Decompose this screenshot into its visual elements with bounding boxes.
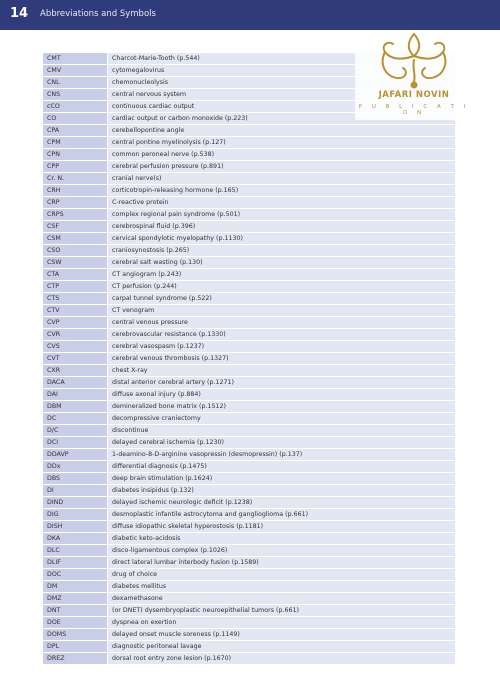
table-row [43, 221, 455, 233]
abbreviation-cell: DI [43, 485, 108, 497]
table-row [43, 173, 455, 185]
table-row [43, 533, 455, 545]
table-row [43, 497, 455, 509]
table-row [43, 545, 455, 557]
abbreviation-cell: CTS [43, 293, 108, 305]
definition-cell: cerebellopontine angle [108, 125, 456, 137]
table-row [43, 593, 455, 605]
table-row [43, 353, 455, 365]
table-row [43, 557, 455, 569]
abbreviation-cell: DREZ [43, 653, 108, 665]
page-number: 14 [10, 6, 29, 21]
abbreviation-cell: CPN [43, 149, 108, 161]
definition-cell: chemonucleolysis [108, 77, 456, 89]
definition-cell: CT perfusion (p.244) [108, 281, 456, 293]
abbreviation-cell: DDx [43, 461, 108, 473]
table-row [43, 257, 455, 269]
definition-cell: cardiac output or carbon monoxide (p.223) [108, 113, 456, 125]
definition-cell: diffuse axonal injury (p.884) [108, 389, 456, 401]
abbreviation-cell: CPM [43, 137, 108, 149]
table-row [43, 269, 455, 281]
publisher-emblem-icon [355, 30, 473, 92]
abbreviation-cell: DDAVP [43, 449, 108, 461]
table-row [43, 629, 455, 641]
table-row [43, 473, 455, 485]
definition-cell: diagnostic peritoneal lavage [108, 641, 456, 653]
abbreviation-cell: CRPS [43, 209, 108, 221]
definition-cell: desmoplastic infantile astrocytoma and ganglioglioma (p.661) [108, 509, 456, 521]
definition-cell: differential diagnosis (p.1475) [108, 461, 456, 473]
abbreviation-cell: CSO [43, 245, 108, 257]
definition-cell: central nervous system [108, 89, 456, 101]
table-row [43, 125, 455, 137]
definition-cell: (or DNET) dysembryoplastic neuroepithelial tumors (p.661) [108, 605, 456, 617]
abbreviation-cell: DM [43, 581, 108, 593]
table-row [43, 413, 455, 425]
definition-cell: continuous cardiac output [108, 101, 456, 113]
abbreviation-cell: CRH [43, 185, 108, 197]
abbreviation-cell: D/C [43, 425, 108, 437]
page-header [0, 0, 500, 30]
abbreviation-cell: CSF [43, 221, 108, 233]
table-row [43, 617, 455, 629]
abbreviation-cell: CVP [43, 317, 108, 329]
table-row [43, 197, 455, 209]
table-row [43, 245, 455, 257]
table-row [43, 653, 455, 665]
abbreviation-cell: CXR [43, 365, 108, 377]
abbreviation-cell: DIG [43, 509, 108, 521]
abbreviation-cell: CTP [43, 281, 108, 293]
table-row [43, 581, 455, 593]
section-title: Abbreviations and Symbols [40, 9, 156, 19]
table-row [43, 437, 455, 449]
definition-cell: delayed cerebral ischemia (p.1230) [108, 437, 456, 449]
abbreviation-cell: CPA [43, 125, 108, 137]
abbreviation-cell: DCI [43, 437, 108, 449]
definition-cell: cranial nerve(s) [108, 173, 456, 185]
definition-cell: CT venogram [108, 305, 456, 317]
abbreviation-cell: CNL [43, 77, 108, 89]
publisher-subtitle: P U B L I C A T I O N [358, 104, 470, 116]
definition-cell: cerebrovascular resistance (p.1330) [108, 329, 456, 341]
table-row [43, 641, 455, 653]
definition-cell: carpal tunnel syndrome (p.522) [108, 293, 456, 305]
table-row [43, 485, 455, 497]
definition-cell: delayed ischemic neurologic deficit (p.1238) [108, 497, 456, 509]
abbreviation-cell: CSM [43, 233, 108, 245]
abbreviation-cell: CVS [43, 341, 108, 353]
definition-cell: diabetes mellitus [108, 581, 456, 593]
abbreviation-cell: DLC [43, 545, 108, 557]
publisher-logo [355, 30, 473, 120]
abbreviation-cell: CO [43, 113, 108, 125]
definition-cell: CT angiogram (p.243) [108, 269, 456, 281]
definition-cell: drug of choice [108, 569, 456, 581]
definition-cell: corticotropin-releasing hormone (p.165) [108, 185, 456, 197]
table-row [43, 305, 455, 317]
table-row [43, 569, 455, 581]
definition-cell: decompressive craniectomy [108, 413, 456, 425]
abbreviation-cell: DOMS [43, 629, 108, 641]
definition-cell: 1-deamino-8-D-arginine vasopressin (desmopressin) (p.137) [108, 449, 456, 461]
table-row [43, 161, 455, 173]
definition-cell: diffuse idiopathic skeletal hyperostosis (p.1181) [108, 521, 456, 533]
abbreviation-cell: DBS [43, 473, 108, 485]
definition-cell: distal anterior cerebral artery (p.1271) [108, 377, 456, 389]
abbreviation-cell: DACA [43, 377, 108, 389]
abbreviations-table [43, 53, 455, 665]
abbreviation-cell: DMZ [43, 593, 108, 605]
definition-cell: Charcot-Marie-Tooth (p.544) [108, 53, 456, 65]
table-row [43, 149, 455, 161]
abbreviation-cell: CTA [43, 269, 108, 281]
publisher-name: JAFARI NOVIN [378, 90, 450, 100]
definition-cell: dexamethasone [108, 593, 456, 605]
definition-cell: craniosynostosis (p.265) [108, 245, 456, 257]
table-row [43, 521, 455, 533]
table-row [43, 341, 455, 353]
definition-cell: chest X-ray [108, 365, 456, 377]
definition-cell: diabetes insipidus (p.132) [108, 485, 456, 497]
abbreviation-cell: CNS [43, 89, 108, 101]
abbreviation-cell: CSW [43, 257, 108, 269]
abbreviation-cell: DNT [43, 605, 108, 617]
definition-cell: disco-ligamentous complex (p.1026) [108, 545, 456, 557]
abbreviation-cell: DPL [43, 641, 108, 653]
definition-cell: cerebral vasospasm (p.1237) [108, 341, 456, 353]
abbreviation-cell: DIND [43, 497, 108, 509]
table-row [43, 329, 455, 341]
definition-cell: cervical spondylotic myelopathy (p.1130) [108, 233, 456, 245]
abbreviation-cell: CTV [43, 305, 108, 317]
definition-cell: cytomegalovirus [108, 65, 456, 77]
abbreviations-table-body [43, 53, 455, 665]
abbreviation-cell: DBM [43, 401, 108, 413]
abbreviation-cell: CMT [43, 53, 108, 65]
definition-cell: dorsal root entry zone lesion (p.1670) [108, 653, 456, 665]
abbreviation-cell: DKA [43, 533, 108, 545]
abbreviation-cell: DOE [43, 617, 108, 629]
definition-cell: diabetic keto-acidosis [108, 533, 456, 545]
definition-cell: central venous pressure [108, 317, 456, 329]
table-row [43, 389, 455, 401]
definition-cell: cerebral perfusion pressure (p.891) [108, 161, 456, 173]
table-row [43, 185, 455, 197]
table-row [43, 365, 455, 377]
definition-cell: complex regional pain syndrome (p.501) [108, 209, 456, 221]
table-row [43, 281, 455, 293]
definition-cell: cerebral venous thrombosis (p.1327) [108, 353, 456, 365]
abbreviation-cell: DAI [43, 389, 108, 401]
definition-cell: demineralized bone matrix (p.1512) [108, 401, 456, 413]
abbreviation-cell: DISH [43, 521, 108, 533]
definition-cell: deep brain stimulation (p.1624) [108, 473, 456, 485]
abbreviation-cell: CVT [43, 353, 108, 365]
definition-cell: discontinue [108, 425, 456, 437]
abbreviation-cell: DC [43, 413, 108, 425]
definition-cell: dyspnea on exertion [108, 617, 456, 629]
table-row [43, 605, 455, 617]
table-row [43, 209, 455, 221]
abbreviation-cell: DOC [43, 569, 108, 581]
table-row [43, 233, 455, 245]
abbreviation-cell: CMV [43, 65, 108, 77]
definition-cell: common peroneal nerve (p.538) [108, 149, 456, 161]
abbreviation-cell: CRP [43, 197, 108, 209]
table-row [43, 425, 455, 437]
definition-cell: direct lateral lumbar interbody fusion (p.1589) [108, 557, 456, 569]
abbreviation-cell: DLIF [43, 557, 108, 569]
definition-cell: cerebrospinal fluid (p.396) [108, 221, 456, 233]
abbreviation-cell: Cr. N. [43, 173, 108, 185]
table-row [43, 377, 455, 389]
definition-cell: C-reactive protein [108, 197, 456, 209]
table-row [43, 449, 455, 461]
table-row [43, 509, 455, 521]
definition-cell: central pontine myelinolysis (p.127) [108, 137, 456, 149]
definition-cell: delayed onset muscle soreness (p.1149) [108, 629, 456, 641]
table-row [43, 317, 455, 329]
abbreviation-cell: cCO [43, 101, 108, 113]
abbreviation-cell: CPP [43, 161, 108, 173]
table-row [43, 461, 455, 473]
table-row [43, 137, 455, 149]
table-row [43, 401, 455, 413]
table-row [43, 293, 455, 305]
abbreviation-cell: CVR [43, 329, 108, 341]
definition-cell: cerebral salt wasting (p.130) [108, 257, 456, 269]
